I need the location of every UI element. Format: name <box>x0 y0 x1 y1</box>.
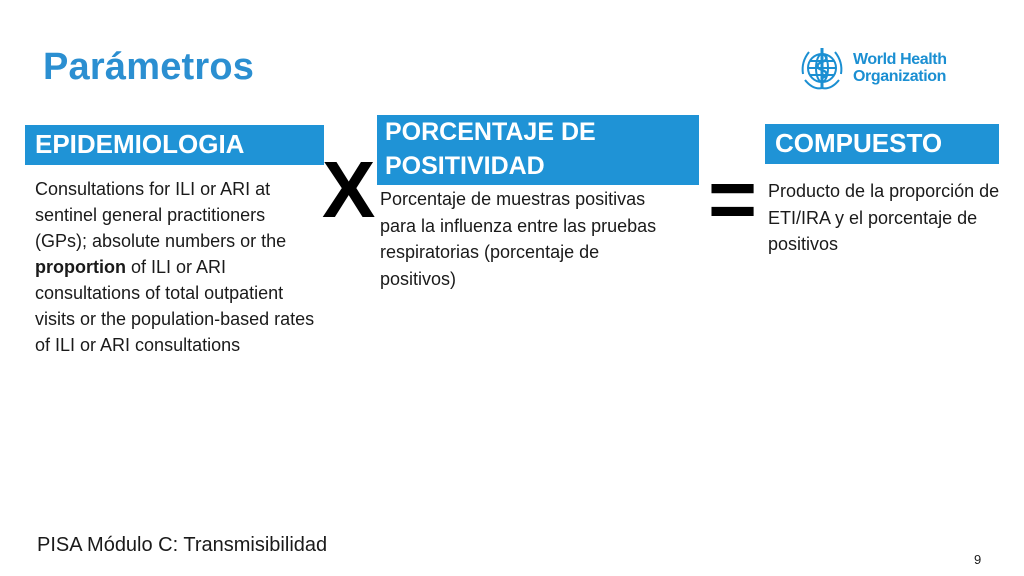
positividad-heading-line1: PORCENTAJE DE <box>385 118 596 146</box>
epidemiologia-text-before: Consultations for ILI or ARI at sentinel general practitioners (GPs); absolute numbers or the <box>35 179 287 251</box>
epidemiologia-description <box>35 176 320 358</box>
epidemiologia-text-bold: proportion <box>35 257 126 277</box>
slide-footer: PISA Módulo C: Transmisibilidad <box>37 534 328 556</box>
slide-title: Parámetros <box>43 46 255 88</box>
epidemiologia-text-after: of ILI or ARI consultations of total outpatient visits or the population-based rates of ILI or ARI consultations <box>35 257 315 355</box>
multiply-operator: X <box>322 145 376 234</box>
epidemiologia-heading: EPIDEMIOLOGIA <box>25 125 324 165</box>
who-logo <box>797 44 957 94</box>
page-number: 9 <box>974 552 982 567</box>
logo-text-line2: Organization <box>853 68 946 85</box>
positividad-heading <box>377 115 699 185</box>
compuesto-heading: COMPUESTO <box>765 124 999 164</box>
equals-operator: = <box>708 152 758 246</box>
who-emblem-icon <box>797 44 847 94</box>
positividad-heading-line2: POSITIVIDAD <box>385 152 545 180</box>
compuesto-description: Producto de la proporción de ETI/IRA y el porcentaje de positivos <box>768 181 1000 254</box>
positividad-description: Porcentaje de muestras positivas para la influenza entre las pruebas respiratorias (porcentaje de positivos) <box>380 189 657 289</box>
logo-text-line1: World Health <box>853 51 947 68</box>
